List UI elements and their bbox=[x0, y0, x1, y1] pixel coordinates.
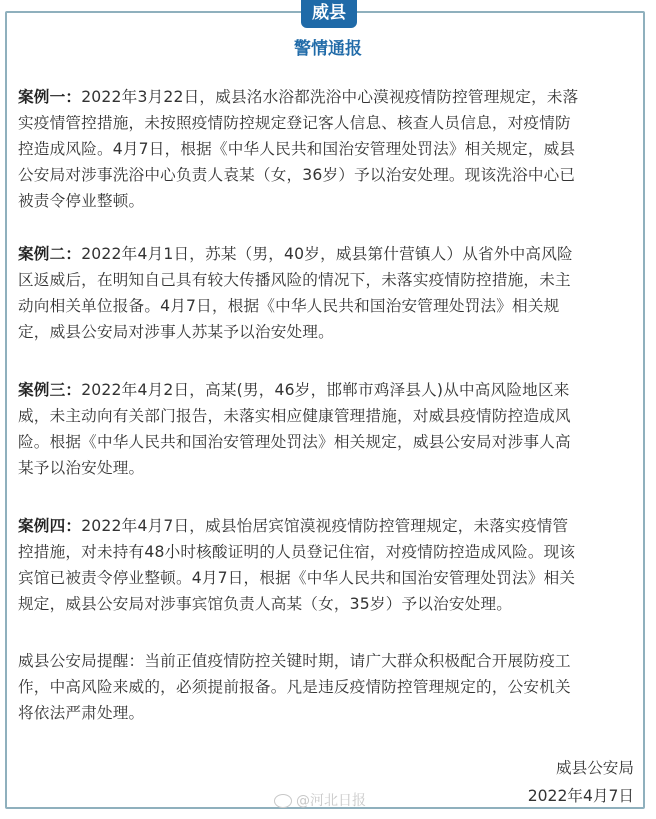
case-text: 控措施，对未持有48小时核酸证明的人员登记住宿，对疫情防控造成风险。现该 bbox=[18, 543, 576, 561]
notice-title: 警情通报 bbox=[294, 39, 362, 59]
reminder-text: 威县公安局提醒：当前正值疫情防控关键时期，请广大群众积极配合开展防疫工 bbox=[18, 652, 571, 670]
case-label: 案例四： bbox=[18, 517, 82, 535]
watermark-text: @河北日报 bbox=[296, 793, 366, 809]
reminder-text: 将依法严肃处理。 bbox=[18, 704, 145, 722]
case-label: 案例一： bbox=[18, 88, 82, 106]
case-text: 威，未主动向有关部门报告，未落实相应健康管理措施，对威县疫情防控造成风 bbox=[18, 407, 571, 425]
case-text: 定，威县公安局对涉事人苏某予以治安处理。 bbox=[18, 323, 334, 341]
case-text: 控造成风险。4月7日，根据《中华人民共和国治安管理处罚法》相关规定，威县 bbox=[18, 140, 576, 158]
case-label: 案例二： bbox=[18, 245, 82, 263]
case-text: 公安局对涉事洗浴中心负责人袁某（女，36岁）予以治安处理。现该洗浴中心已 bbox=[18, 166, 576, 184]
case-label: 案例三： bbox=[18, 381, 82, 399]
signature-date: 2022年4月7日 bbox=[527, 787, 634, 805]
county-tag: 威县 bbox=[301, 0, 357, 28]
reminder-text: 作，中高风险来威的，必须提前报备。凡是违反疫情防控管理规定的，公安机关 bbox=[18, 678, 571, 696]
case-text: 动向相关单位报备。4月7日，根据《中华人民共和国治安管理处罚法》相关规 bbox=[18, 297, 560, 315]
case-1 bbox=[18, 84, 648, 214]
case-text: 某予以治安处理。 bbox=[18, 459, 145, 477]
case-text: 规定，威县公安局对涉事宾馆负责人高某（女，35岁）予以治安处理。 bbox=[18, 595, 513, 613]
weibo-icon bbox=[274, 794, 292, 808]
case-text: 2022年4月1日，苏某（男，40岁，威县第什营镇人）从省外中高风险 bbox=[81, 245, 573, 263]
case-text: 2022年3月22日，威县洺水浴都洗浴中心漠视疫情防控管理规定，未落 bbox=[81, 88, 579, 106]
case-text: 实疫情管控措施，未按照疫情防控规定登记客人信息、核查人员信息，对疫情防 bbox=[18, 114, 571, 132]
signature-org: 威县公安局 bbox=[556, 759, 634, 777]
watermark bbox=[274, 790, 366, 810]
case-text: 宾馆已被责令停业整顿。4月7日，根据《中华人民共和国治安管理处罚法》相关 bbox=[18, 569, 576, 587]
case-text: 险。根据《中华人民共和国治安管理处罚法》相关规定，威县公安局对涉事人高 bbox=[18, 433, 571, 451]
case-text: 2022年4月7日，威县怡居宾馆漠视疫情防控管理规定，未落实疫情管 bbox=[81, 517, 569, 535]
case-3 bbox=[18, 377, 648, 481]
case-2 bbox=[18, 241, 648, 345]
police-reminder bbox=[18, 648, 648, 726]
case-4 bbox=[18, 513, 648, 617]
case-text: 被责令停业整顿。 bbox=[18, 192, 145, 210]
case-text: 2022年4月2日，高某(男，46岁，邯郸市鸡泽县人)从中高风险地区来 bbox=[81, 381, 570, 399]
case-text: 区返威后，在明知自己具有较大传播风险的情况下，未落实疫情防控措施，未主 bbox=[18, 271, 571, 289]
